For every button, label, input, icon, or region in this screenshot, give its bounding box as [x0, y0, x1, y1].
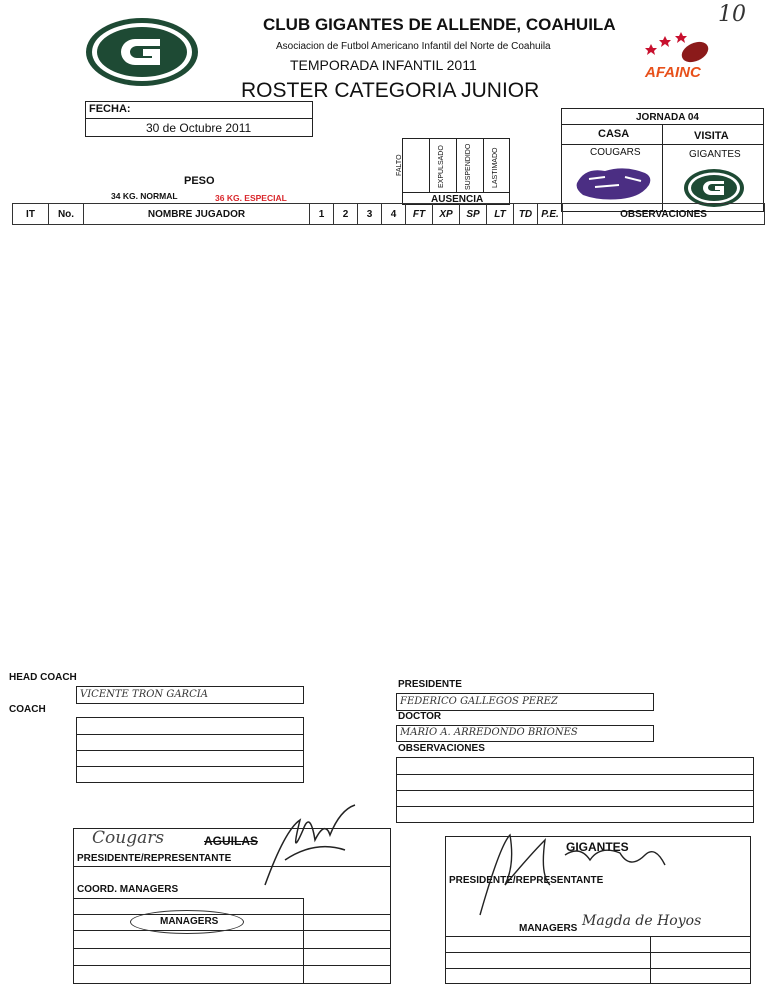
col-q3: 3: [358, 204, 382, 225]
col-lt: LT: [487, 204, 514, 225]
visita-label: VISITA: [694, 130, 729, 142]
page-number: 10: [718, 2, 746, 27]
left-team-written: Cougars: [92, 828, 165, 848]
doctor-label: DOCTOR: [398, 711, 442, 722]
left-pres-label: PRESIDENTE/REPRESENTANTE: [77, 853, 232, 864]
afa-logo-text: AFAINC: [645, 64, 701, 81]
ausencia-col-lastimado: LASTIMADO: [492, 147, 499, 188]
col-pe: P.E.: [538, 204, 563, 225]
right-team: GIGANTES: [566, 840, 629, 854]
col-xp: XP: [433, 204, 460, 225]
right-pres-label: PRESIDENTE/REPRESENTANTE: [449, 875, 604, 886]
right-managers-signature: Magda de Hoyos: [582, 913, 702, 929]
cougars-logo: [575, 163, 653, 203]
col-it: IT: [13, 204, 49, 225]
col-nombre: NOMBRE JUGADOR: [84, 204, 310, 225]
fecha-value: 30 de Octubre 2011: [146, 121, 252, 135]
presidente-value: FEDERICO GALLEGOS PEREZ: [400, 696, 558, 707]
left-team-struck: AGUILAS: [204, 834, 258, 848]
afa-logo: [643, 30, 723, 86]
jornada-label: JORNADA 04: [636, 112, 699, 123]
presidente-label: PRESIDENTE: [398, 679, 462, 690]
coach-label: COACH: [9, 704, 46, 715]
club-name: CLUB GIGANTES DE ALLENDE, COAHUILA: [263, 15, 616, 34]
ausencia-col-suspendido: SUSPENDIDO: [465, 143, 472, 190]
ausencia-col-expulsado: EXPULSADO: [438, 145, 445, 188]
ausencia-col-falto: FALTO: [396, 154, 403, 176]
association-name: Asociacion de Futbol Americano Infantil del Norte de Coahuila: [276, 41, 551, 52]
col-q4: 4: [382, 204, 406, 225]
col-no: No.: [49, 204, 84, 225]
col-td: TD: [514, 204, 538, 225]
head-coach-value: VICENTE TRON GARCIA: [80, 689, 208, 700]
col-q2: 2: [334, 204, 358, 225]
page-title: ROSTER CATEGORIA JUNIOR: [241, 79, 540, 102]
casa-team: COUGARS: [590, 147, 641, 158]
gigantes-logo: [683, 168, 745, 208]
head-coach-label: HEAD COACH: [9, 672, 77, 683]
observaciones-label: OBSERVACIONES: [398, 743, 485, 754]
peso-label: PESO: [184, 175, 215, 187]
left-managers-label: MANAGERS: [160, 916, 219, 927]
col-observaciones: OBSERVACIONES: [563, 204, 765, 225]
club-logo: [85, 17, 200, 87]
right-president-signature: [470, 825, 670, 920]
left-signature: [255, 800, 365, 890]
roster-table: [12, 203, 765, 225]
col-sp: SP: [460, 204, 487, 225]
managers-circle: [130, 910, 244, 934]
visita-team: GIGANTES: [689, 149, 741, 160]
right-managers-label: MANAGERS: [519, 923, 578, 934]
roster-header-row: [13, 204, 765, 225]
casa-label: CASA: [598, 128, 630, 140]
peso-especial: 36 KG. ESPECIAL: [215, 193, 287, 203]
col-q1: 1: [310, 204, 334, 225]
season-title: TEMPORADA INFANTIL 2011: [290, 57, 477, 73]
peso-normal: 34 KG. NORMAL: [111, 191, 178, 201]
col-ft: FT: [406, 204, 433, 225]
doctor-value: MARIO A. ARREDONDO BRIONES: [400, 727, 578, 738]
fecha-label: FECHA:: [89, 103, 131, 115]
ausencia-label: AUSENCIA: [431, 194, 484, 205]
coord-managers-label: COORD. MANAGERS: [77, 884, 179, 895]
